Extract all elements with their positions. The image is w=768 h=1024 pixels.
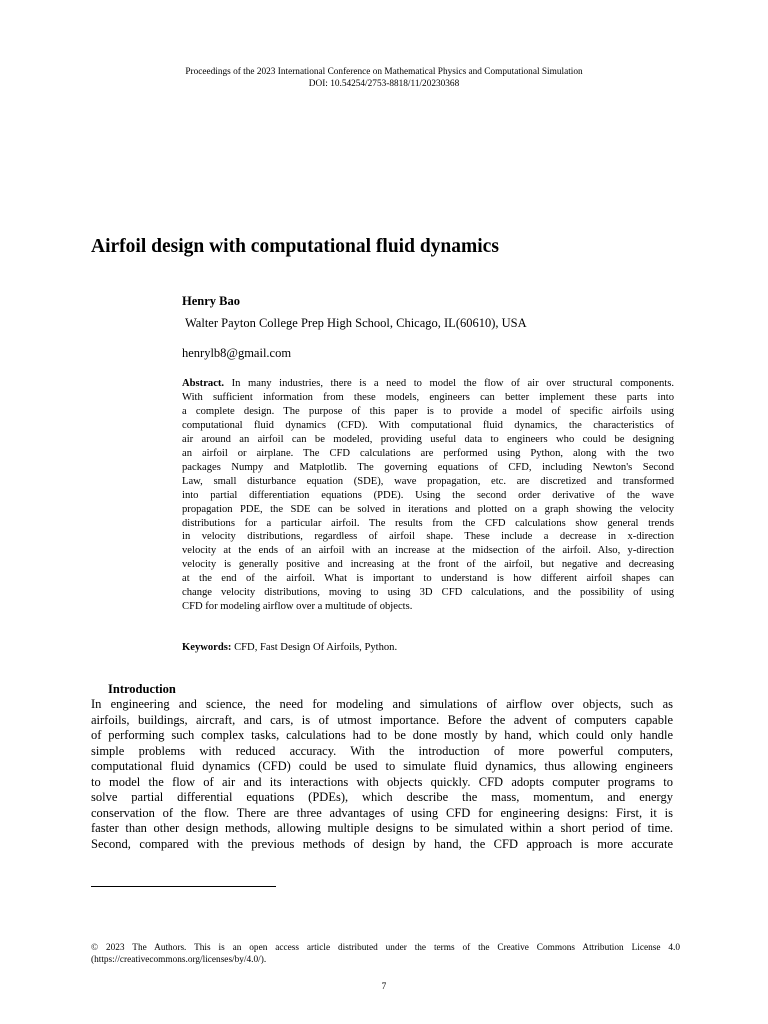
keywords-label: Keywords:	[182, 642, 232, 653]
body-line: computational fluid dynamics (CFD) could be used to simulate fluid dynamics, thus allowing engineers	[91, 759, 673, 774]
license-line-1: © 2023 The Authors. This is an open access article distributed under the terms of the Creative Commons Attribution License 4.0	[91, 943, 680, 953]
running-header	[0, 67, 768, 90]
author-affiliation: Walter Payton College Prep High School, Chicago, IL(60610), USA	[185, 316, 527, 330]
license-notice	[91, 943, 680, 966]
abstract-line-text: In many industries, there is a need to model the flow of air over structural components.	[231, 378, 675, 389]
abstract-line: at the end of the airfoil. What is important to understand is how different airfoil shapes can	[182, 573, 674, 585]
license-line-2: (https://creativecommons.org/licenses/by/4.0/).	[91, 954, 267, 965]
author-email: henrylb8@gmail.com	[182, 346, 292, 360]
body-line: simple problems with reduced accuracy. With the introduction of more powerful computers,	[91, 743, 673, 758]
keywords	[182, 642, 397, 653]
abstract-line-0	[182, 377, 674, 391]
body-line: to model the flow of air and its interactions with objects quickly. CFD adopts computer programs to	[91, 774, 673, 789]
body-line: solve partial differential equations (PDEs), which describe the mass, momentum, and energy	[91, 790, 673, 805]
body-line: faster than other design methods, allowing multiple designs to be simulated within a short period of time.	[91, 821, 673, 836]
body-line: Second, compared with the previous methods of design by hand, the CFD approach is more accurate	[91, 836, 673, 851]
page-number: 7	[381, 982, 387, 992]
abstract	[182, 377, 674, 614]
body-line: of performing such complex tasks, calculations had to be done mostly by hand, which could only handle	[91, 728, 673, 743]
abstract-line: velocity is generally positive and increasing at the front of the airfoil, but negative and decreasing	[182, 559, 674, 571]
abstract-line: in velocity distributions, regardless of airfoil shape. These include a decrease in x-direction	[182, 531, 674, 543]
author-name: Henry Bao	[182, 294, 240, 308]
abstract-line: a complete design. The purpose of this paper is to provide a model of specific airfoils using	[182, 405, 674, 417]
body-line: In engineering and science, the need for modeling and simulations of airflow over objects, such as	[91, 697, 673, 711]
abstract-label: Abstract.	[182, 378, 225, 389]
body-line: conservation of the flow. There are three advantages of using CFD for engineering designs: First, it is	[91, 805, 673, 820]
abstract-line: Law, small disturbance equation (SDE), wave propagation, etc. are discretized and transformed	[182, 475, 674, 487]
abstract-line-last: CFD for modeling airflow over a multitude of objects.	[182, 601, 413, 613]
doi: DOI: 10.54254/2753-8818/11/20230368	[308, 78, 460, 89]
abstract-line: into partial differentiation equations (PDE). Using the second order derivative of the wave	[182, 489, 674, 501]
abstract-line: change velocity distributions, moving to using 3D CFD calculations, and the possibility of using	[182, 587, 674, 599]
abstract-line: computational fluid dynamics (CFD). With computational fluid dynamics, the characteristics of	[182, 419, 674, 431]
conference-name: Proceedings of the 2023 International Conference on Mathematical Physics and Computational Simulation	[185, 67, 583, 77]
abstract-line: air around an airfoil can be modeled, providing useful data to engineers who could be designing	[182, 433, 674, 445]
abstract-line: packages Numpy and Matplotlib. The governing equations of CFD, including Newton's Second	[182, 461, 674, 473]
keywords-text: CFD, Fast Design Of Airfoils, Python.	[234, 642, 398, 653]
abstract-line: With sufficient information from these models, engineers can better implement these parts into	[182, 391, 674, 403]
introduction-body	[91, 697, 673, 852]
body-line: airfoils, buildings, aircraft, and cars, is of utmost importance. Before the advent of computers capable	[91, 712, 673, 727]
abstract-line: velocity at the ends of an airfoil with an increase at the midsection of the airfoil. Also, y-direction	[182, 545, 674, 557]
paper-title: Airfoil design with computational fluid dynamics	[91, 236, 499, 257]
footnote-divider	[91, 886, 276, 887]
abstract-line: propagation PDE, the SDE can be solved in iterations and plotted on a graph showing the velocity	[182, 503, 674, 515]
abstract-line: distributions for a particular airfoil. The results from the CFD calculations show general trends	[182, 517, 674, 529]
section-heading-introduction: Introduction	[108, 682, 176, 696]
abstract-line: an airfoil or airplane. The CFD calculations are performed using Python, along with the two	[182, 447, 674, 459]
